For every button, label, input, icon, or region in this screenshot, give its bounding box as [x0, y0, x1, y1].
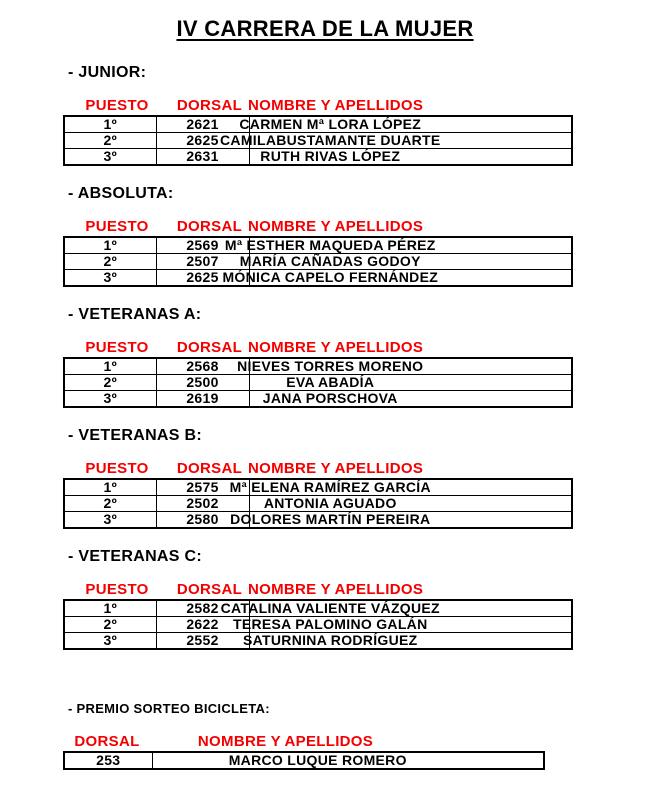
cell-puesto: 1º	[64, 116, 156, 133]
table-row	[64, 116, 572, 133]
cell-dorsal: 2631	[156, 149, 249, 166]
cell-nombre: EVA ABADÍA	[249, 375, 572, 391]
cell-dorsal: 2500	[156, 375, 249, 391]
cell-dorsal: 2502	[156, 496, 249, 512]
section-heading-veteranas-c: - VETERANAS C:	[68, 548, 202, 565]
section-veteranas-b	[63, 428, 650, 529]
section-absoluta	[63, 186, 650, 287]
column-header-puesto: PUESTO	[85, 218, 149, 235]
table-row	[64, 496, 572, 512]
section-heading-absoluta: - ABSOLUTA:	[68, 185, 174, 202]
results-table-premio	[63, 751, 545, 770]
cell-puesto: 3º	[64, 633, 156, 650]
cell-puesto: 3º	[64, 270, 156, 287]
table-header-row	[63, 98, 650, 113]
cell-nombre: MARÍA CAÑADAS GODOY	[249, 254, 572, 270]
table-header-row	[63, 219, 650, 234]
column-header-nombre: NOMBRE Y APELLIDOS	[248, 460, 424, 477]
cell-dorsal: 2552	[156, 633, 249, 650]
cell-dorsal: 2507	[156, 254, 249, 270]
section-heading-veteranas-a: - VETERANAS A:	[68, 306, 202, 323]
table-row	[64, 633, 572, 650]
table-row	[64, 479, 572, 496]
cell-dorsal: 2575	[156, 479, 249, 496]
table-row	[64, 237, 572, 254]
table-row	[64, 358, 572, 375]
cell-nombre: ANTONIA AGUADO	[249, 496, 572, 512]
results-table-veteranas-a	[63, 357, 573, 408]
table-header-row	[63, 340, 650, 355]
cell-dorsal: 2625	[156, 270, 249, 287]
cell-nombre: MÓNICA CAPELO FERNÁNDEZ	[249, 270, 572, 287]
cell-puesto: 3º	[64, 512, 156, 529]
cell-dorsal: 2580	[156, 512, 249, 529]
cell-dorsal: 253	[64, 752, 152, 769]
cell-nombre: MARCO LUQUE ROMERO	[152, 752, 544, 769]
column-header-nombre: NOMBRE Y APELLIDOS	[248, 581, 424, 598]
table-row	[64, 133, 572, 149]
section-veteranas-a	[63, 307, 650, 408]
column-header-nombre: NOMBRE Y APELLIDOS	[197, 733, 374, 750]
column-header-puesto: PUESTO	[85, 581, 149, 598]
cell-nombre: RUTH RIVAS LÓPEZ	[249, 149, 572, 166]
cell-puesto: 1º	[64, 479, 156, 496]
cell-puesto: 2º	[64, 617, 156, 633]
cell-puesto: 1º	[64, 358, 156, 375]
column-header-dorsal: DORSAL	[74, 733, 140, 750]
column-header-dorsal: DORSAL	[176, 97, 243, 114]
document-page	[0, 16, 650, 796]
column-header-nombre: NOMBRE Y APELLIDOS	[248, 339, 424, 356]
section-junior	[63, 65, 650, 166]
cell-puesto: 2º	[64, 254, 156, 270]
results-table-junior	[63, 115, 573, 166]
table-header-row	[63, 461, 650, 476]
cell-dorsal: 2569	[156, 237, 249, 254]
column-header-puesto: PUESTO	[85, 339, 149, 356]
cell-dorsal: 2582	[156, 600, 249, 617]
cell-nombre: DOLORES MARTÍN PEREIRA	[249, 512, 572, 529]
cell-puesto: 2º	[64, 496, 156, 512]
table-row	[64, 270, 572, 287]
table-row	[64, 512, 572, 529]
section-premio-sorteo	[63, 702, 650, 770]
column-header-puesto: PUESTO	[85, 97, 149, 114]
results-table-absoluta	[63, 236, 573, 287]
cell-dorsal: 2621	[156, 116, 249, 133]
cell-puesto: 3º	[64, 391, 156, 408]
table-header-row	[63, 582, 650, 597]
cell-nombre: Mª ESTHER MAQUEDA PÉREZ	[249, 237, 572, 254]
cell-dorsal: 2619	[156, 391, 249, 408]
cell-nombre: Mª ELENA RAMÍREZ GARCÍA	[249, 479, 572, 496]
cell-nombre: CARMEN Mª LORA LÓPEZ	[249, 116, 572, 133]
cell-nombre: NIEVES TORRES MORENO	[249, 358, 572, 375]
cell-puesto: 1º	[64, 237, 156, 254]
cell-nombre: TERESA PALOMINO GALÁN	[249, 617, 572, 633]
table-row	[64, 617, 572, 633]
cell-puesto: 1º	[64, 600, 156, 617]
results-table-veteranas-b	[63, 478, 573, 529]
cell-nombre: CAMILABUSTAMANTE DUARTE	[249, 133, 572, 149]
section-heading-veteranas-b: - VETERANAS B:	[68, 427, 202, 444]
column-header-puesto: PUESTO	[85, 460, 149, 477]
cell-dorsal: 2625	[156, 133, 249, 149]
column-header-nombre: NOMBRE Y APELLIDOS	[248, 97, 424, 114]
cell-nombre: CATALINA VALIENTE VÁZQUEZ	[249, 600, 572, 617]
table-row	[64, 391, 572, 408]
section-veteranas-c	[63, 549, 650, 650]
cell-puesto: 2º	[64, 375, 156, 391]
table-row	[64, 254, 572, 270]
column-header-dorsal: DORSAL	[176, 339, 243, 356]
column-header-nombre: NOMBRE Y APELLIDOS	[248, 218, 424, 235]
page-title: IV CARRERA DE LA MUJER	[176, 16, 474, 41]
column-header-dorsal: DORSAL	[176, 460, 243, 477]
cell-puesto: 2º	[64, 133, 156, 149]
cell-dorsal: 2568	[156, 358, 249, 375]
table-header-row	[63, 734, 650, 749]
table-row	[64, 375, 572, 391]
column-header-dorsal: DORSAL	[176, 218, 243, 235]
column-header-dorsal: DORSAL	[176, 581, 243, 598]
table-row	[64, 752, 544, 769]
cell-puesto: 3º	[64, 149, 156, 166]
cell-nombre: SATURNINA RODRÍGUEZ	[249, 633, 572, 650]
cell-nombre: JANA PORSCHOVA	[249, 391, 572, 408]
results-table-veteranas-c	[63, 599, 573, 650]
section-heading-premio-sorteo: - PREMIO SORTEO BICICLETA:	[68, 701, 270, 716]
table-row	[64, 600, 572, 617]
cell-dorsal: 2622	[156, 617, 249, 633]
section-heading-junior: - JUNIOR:	[68, 64, 147, 81]
table-row	[64, 149, 572, 166]
